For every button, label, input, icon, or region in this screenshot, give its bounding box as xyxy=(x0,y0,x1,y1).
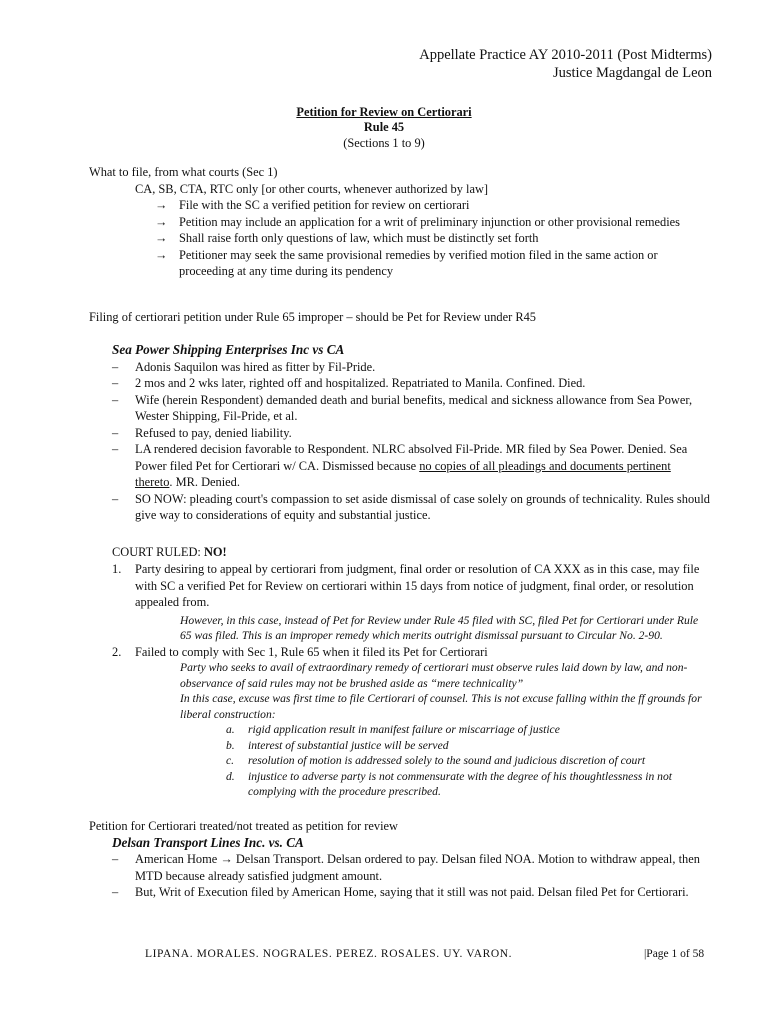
arrow-icon: → xyxy=(155,231,168,245)
ruling-verdict: NO! xyxy=(203,545,227,559)
list-item: d. injustice to adverse party is not commensurate with the degree of his thoughtlessness in not complying with the procedure prescribed. xyxy=(226,769,672,798)
list-item: → Petition may include an application for a writ of preliminary injunction or other provisional remedies xyxy=(155,214,680,229)
case-name: Delsan Transport Lines Inc. vs. CA xyxy=(112,834,304,850)
running-header xyxy=(419,46,712,82)
case-name: Sea Power Shipping Enterprises Inc vs CA xyxy=(112,342,345,357)
footer-authors: LIPANA. MORALES. NOGRALES. PEREZ. ROSALES. UY. VARON. xyxy=(145,948,513,960)
professor-name: Justice Magdangal de Leon xyxy=(552,65,712,81)
list-item: c. resolution of motion is addressed solely to the sound and judicious discretion of court xyxy=(226,754,646,767)
list-item: – American Home → Delsan Transport. Delsan ordered to pay. Delsan filed NOA. Motion to withdraw appeal, then MTD because already satisfied judgment amount. xyxy=(112,852,700,883)
list-item: → Petitioner may seek the same provisional remedies by verified motion filed in the same action or proceeding at any time during its pendency xyxy=(155,247,658,278)
section-heading: What to file, from what courts (Sec 1) xyxy=(89,165,278,179)
case-sea-power xyxy=(0,342,768,524)
course-title: Appellate Practice AY 2010-2011 (Post Midterms) xyxy=(419,47,712,63)
list-item: – But, Writ of Execution filed by American Home, saying that it still was not paid. Delsan filed Pet for Certiorari. xyxy=(112,885,689,899)
ruling-note: However, in this case, instead of Pet for Review under Rule 45 filed with SC, filed Pet for Certiorari under Rule 65 was filed. This is an improper remedy which merits outright dismissal pursuant to Circular No. 2-90. xyxy=(180,613,699,642)
sections-range: (Sections 1 to 9) xyxy=(343,136,425,150)
list-item: – 2 mos and 2 wks later, righted off and hospitalized. Repatriated to Manila. Confined. Died. xyxy=(112,376,586,390)
list-item: – SO NOW: pleading court's compassion to set aside dismissal of case solely on grounds of technicality. Rules should give way to considerations of equity and substantial justice. xyxy=(112,491,710,522)
arrow-icon: → xyxy=(155,247,168,262)
list-item: – Wife (herein Respondent) demanded death and burial benefits, medical and sickness allowance from Sea Power, Wester Shipping, Fil-Pride, et al. xyxy=(112,392,693,423)
courts-line: CA, SB, CTA, RTC only [or other courts, whenever authorized by law] xyxy=(135,181,489,196)
court-ruling: COURT RULED: NO! xyxy=(112,545,227,559)
page-number: |Page 1 of 58 xyxy=(644,948,705,960)
list-item: 1. Party desiring to appeal by certiorari from judgment, final order or resolution of CA XXX as in this case, may file with SC a verified Pet for Review on certiorari within 15 days from notice of judgment, final order, or resolution appealed from. xyxy=(112,562,700,609)
list-item: 2. Failed to comply with Sec 1, Rule 65 when it filed its Pet for Certiorari xyxy=(112,644,488,659)
list-item: – Adonis Saquilon was hired as fitter by Fil-Pride. xyxy=(112,359,376,374)
section-what-to-file xyxy=(0,164,768,280)
list-item: – Refused to pay, denied liability. xyxy=(112,425,292,440)
arrow-icon: → xyxy=(155,198,168,212)
rule-number: Rule 45 xyxy=(363,120,405,134)
ruling-reasons xyxy=(0,561,768,800)
ruling-note: Party who seeks to avail of extraordinary remedy of certiorari must observe rules laid down by law, and non-observance of said rules may not be brushed aside as “mere technicality” xyxy=(180,661,688,690)
ruling-note: In this case, excuse was first time to file Certiorari of counsel. This is not excuse falling within the ff grounds for liberal construction: xyxy=(180,692,702,721)
list-item: a. rigid application result in manifest failure or miscarriage of justice xyxy=(226,723,560,736)
list-item: b. interest of substantial justice will be served xyxy=(226,738,449,752)
section-heading: Petition for Certiorari treated/not treated as petition for review xyxy=(89,819,398,833)
list-item: – LA rendered decision favorable to Respondent. NLRC absolved Fil-Pride. MR filed by Sea Power. Denied. Sea Power filed Pet for Certiorari w/ CA. Dismissed because no copies of all pleadings and documents pertinent thereto. MR. Denied. xyxy=(112,442,688,489)
filing-note: Filing of certiorari petition under Rule 65 improper – should be Pet for Review under R45 xyxy=(89,310,537,324)
document-title: Petition for Review on Certiorari xyxy=(296,105,472,119)
section-certiorari-treated xyxy=(0,818,768,901)
list-item: → Shall raise forth only questions of law, which must be distinctly set forth xyxy=(155,231,539,245)
list-item: → File with the SC a verified petition for review on certiorari xyxy=(155,198,470,212)
arrow-icon: → xyxy=(155,214,168,229)
